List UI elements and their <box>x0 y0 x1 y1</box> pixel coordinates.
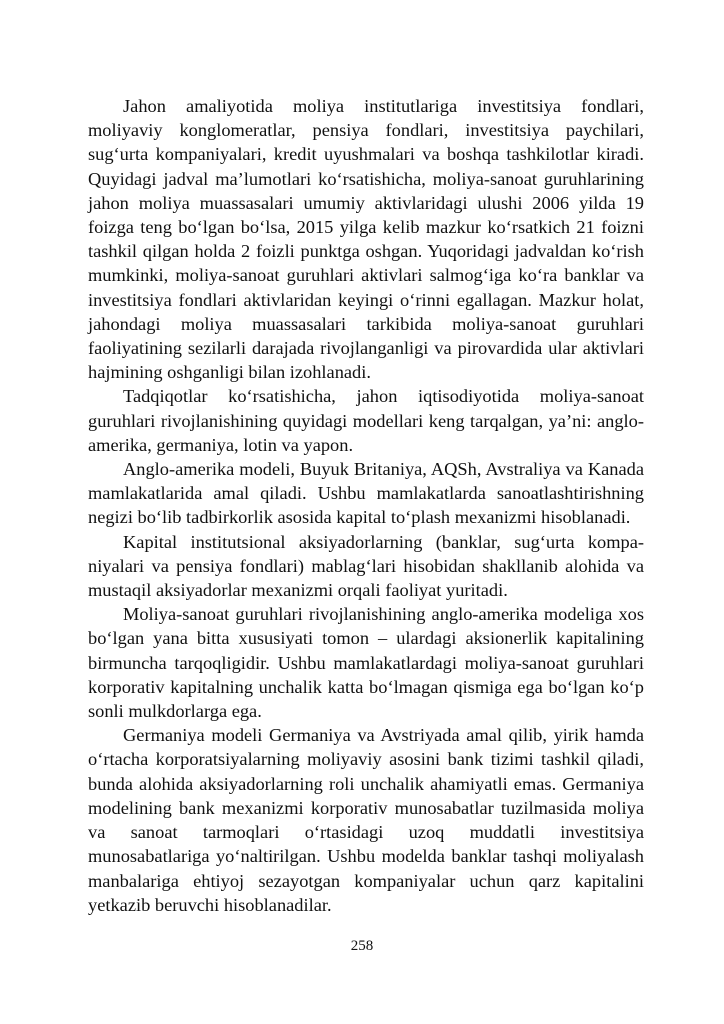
paragraph-6: Germaniya modeli Germaniya va Avstriyada amal qilib, yirik hamda o‘rtacha korporatsiyalarning moliyaviy asosini bank tizimi tashkil qiladi, bunda alohida aksiyadorlarning roli unchalik ahamiyatli emas. Germaniya modelining bank mexanizmi korporativ munosabatlar tuzilmasida moliya va sanoat tarmoqlari o‘rtasidagi uzoq muddatli investitsiya munosabatlariga yo‘naltirilgan. Ushbu modelda banklar tashqi moliyalash manbalariga ehtiyoj sezayotgan kompaniyalar uchun qarz kapitalini yetkazib beruvchi hisoblanadilar. <box>88 725 644 915</box>
page-body <box>88 94 644 917</box>
paragraph-2: Tadqiqotlar ko‘rsatishicha, jahon iqtisodiyotida moliya-sanoat guruhlari rivojlanishining quyidagi modellari keng tarqalgan, ya’ni: anglo-amerika, germaniya, lotin va yapon. <box>88 386 644 455</box>
paragraph-5: Moliya-sanoat guruhlari rivojlanishining anglo-amerika modeliga xos bo‘lgan yana bitta xususiyati tomon – ulardagi aksionerlik kapitalining birmuncha tarqoqligidir. Ushbu mamlakatlardagi moliya-sanoat guruhlari korporativ kapitalning unchalik katta bo‘lmagan qismiga ega bo‘lgan ko‘p sonli mulkdorlarga ega. <box>88 604 644 722</box>
page-number: 258 <box>350 938 374 954</box>
paragraph-4: Kapital institutsional aksiyadorlarning (banklar, sug‘urta kompaniyalari va pensiya fondlari) mablag‘lari hisobidan shakllanib alohida va mustaqil aksiyadorlar mexanizmi orqali faoliyat yuritadi. <box>88 531 644 601</box>
paragraph-1: Jahon amaliyotida moliya institutlariga investitsiya fondlari, moliyaviy konglomeratlar, pensiya fondlari, investitsiya paychilari, sug‘urta kompaniyalari, kredit uyushmalari va boshqa tashkilotlar kiradi. Quyidagi jadval ma’lumotlari ko‘rsatishicha, moliya-sanoat guruhlarining jahon moliya muassasalari umumiy aktivlaridagi ulushi 2006 yilda 19 foizga teng bo‘lgan bo‘lsa, 2015 yilga kelib mazkur ko‘rsatkich 21 foizni tashkil qilgan holda 2 foizli punktga oshgan. Yuqoridagi jadvaldan ko‘rish mumkinki, moliya-sanoat guruhlari aktivlari salmog‘iga ko‘ra banklar va investitsiya fondlari aktivlaridan keyingi o‘rinni egallagan. Mazkur holat, jahondagi moliya muassasalari tarkibida moliya-sanoat guruhlari faoliyatining sezilarli darajada rivojlanganligi va pirovardida ular aktivlari hajmining oshganligi bilan izohlanadi. <box>88 96 644 383</box>
paragraph-3: Anglo-amerika modeli, Buyuk Britaniya, AQSh, Avstraliya va Kanada mamlakatlarida amal qiladi. Ushbu mamlakatlarda sanoatlashtirishning negizi bo‘lib tadbirkorlik asosida kapital to‘plash mexanizmi hisoblanadi. <box>88 459 644 528</box>
